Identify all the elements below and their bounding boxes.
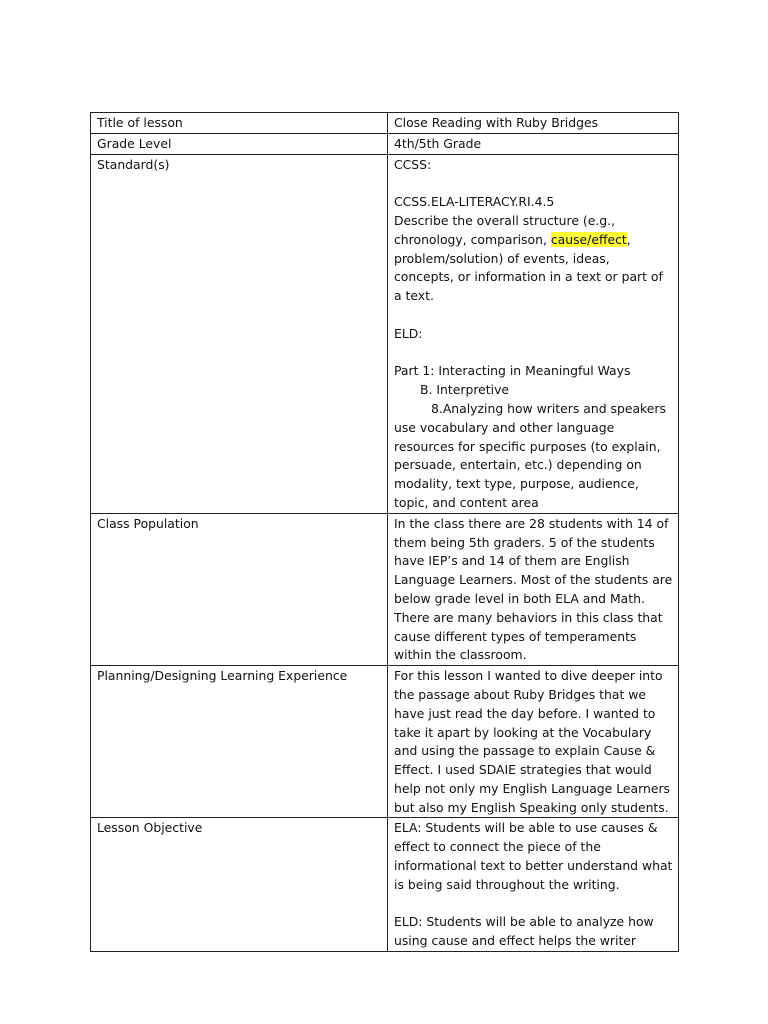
highlighted-text: cause/effect xyxy=(550,231,627,247)
table-row-title xyxy=(91,113,679,134)
table-row-planning xyxy=(91,666,679,818)
label-cell xyxy=(91,113,388,134)
label-cell xyxy=(91,154,388,513)
title-value: Close Reading with Ruby Bridges xyxy=(394,115,599,130)
eld-part: Part 1: Interacting in Meaningful Ways xyxy=(394,363,631,379)
ccss-code: CCSS.ELA-LITERACY.RI.4.5 xyxy=(394,194,555,210)
eld-item-text: 8.Analyzing how writers and speakers use vocabulary and other language resources for specific purposes (to explain, persuade, entertain, etc.) depending on modality, text type, purpose, audience, topic, and content area xyxy=(394,400,666,510)
planning-value: For this lesson I wanted to dive deeper into the passage about Ruby Bridges that we have just read the day before. I wanted to take it apart by looking at the Vocabulary and using the passage to explain Cause & Effect. I used SDAIE strategies that would help not only my English Language Learners but also my English Speaking only students. xyxy=(394,668,671,815)
value-cell xyxy=(388,666,679,818)
table-row-objective xyxy=(91,818,679,952)
label-cell xyxy=(91,818,388,952)
table-row-standards xyxy=(91,154,679,513)
value-cell xyxy=(388,513,679,665)
label-cell xyxy=(91,666,388,818)
value-cell xyxy=(388,133,679,154)
title-label: Title of lesson xyxy=(97,115,183,130)
eld-heading: ELD: xyxy=(394,325,423,341)
grade-value: 4th/5th Grade xyxy=(394,135,482,151)
table-row-population xyxy=(91,513,679,665)
label-cell xyxy=(91,513,388,665)
population-label: Class Population xyxy=(97,515,199,531)
standards-label: Standard(s) xyxy=(97,156,170,172)
label-cell xyxy=(91,133,388,154)
value-cell xyxy=(388,154,679,513)
lesson-plan-table xyxy=(90,112,679,952)
value-cell xyxy=(388,113,679,134)
eld-item xyxy=(394,400,673,513)
value-cell xyxy=(388,818,679,952)
planning-label: Planning/Designing Learning Experience xyxy=(97,668,348,684)
objective-eld: ELD: Students will be able to analyze how using cause and effect helps the writer xyxy=(394,914,654,949)
population-value: In the class there are 28 students with 14 of them being 5th graders. 5 of the students have IEP’s and 14 of them are English Language Learners. Most of the students are below grade level in both ELA and Math. There are many behaviors in this class that cause different types of temperaments within the classroom. xyxy=(394,515,673,663)
ccss-text-after: , problem/solution) of events, ideas, concepts, or information in a text or part of a text. xyxy=(394,231,663,304)
grade-label: Grade Level xyxy=(97,135,172,151)
objective-label: Lesson Objective xyxy=(97,820,203,836)
table-row-grade xyxy=(91,133,679,154)
objective-ela: ELA: Students will be able to use causes & effect to connect the piece of the informational text to better understand what is being said throughout the writing. xyxy=(394,820,673,892)
ccss-text-before: Describe the overall structure (e.g., chronology, comparison, xyxy=(394,212,616,247)
ccss-description xyxy=(394,212,673,306)
ccss-heading: CCSS: xyxy=(394,156,432,172)
eld-subheading: B. Interpretive xyxy=(420,382,510,398)
